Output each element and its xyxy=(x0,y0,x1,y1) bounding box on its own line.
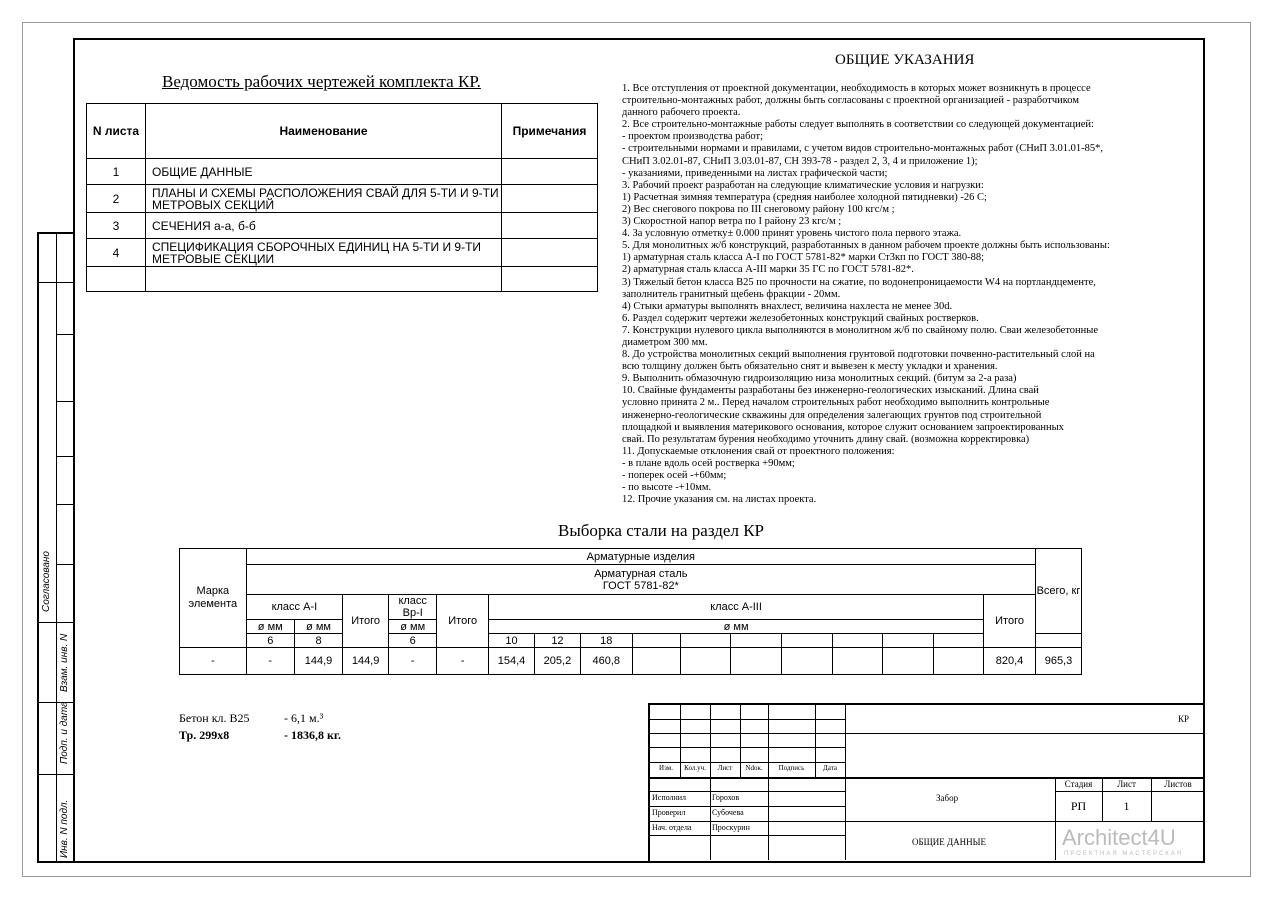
dmm-a1-8: ø мм xyxy=(294,620,342,634)
notes-line: 3) Тяжелый бетон класса В25 по прочности на сжатие, по водонепроницаемости W4 на портландцементе, xyxy=(622,276,1096,288)
notes-line: условно принята 2 м.. Перед началом строительных работ необходимо выполнить контрольные xyxy=(622,397,1050,409)
row-a1-8: 144,9 xyxy=(294,648,342,675)
gost-label: ГОСТ 5781-82* xyxy=(602,579,679,592)
row-vr1-itogo: - xyxy=(437,648,489,675)
klass-a1-header: класс А-I xyxy=(246,595,343,620)
inv-podl-label: Инв. N подл. xyxy=(59,799,70,858)
notes-line: 7. Конструкции нулевого цикла выполняются в монолитном ж/б по свайному полю. Сваи железобетонные xyxy=(622,324,1098,336)
data-label: Дата xyxy=(823,764,837,772)
notes-line: 5. Для монолитных ж/б конструкций, разработанных в данном рабочем проекте должны быть использованы: xyxy=(622,240,1110,252)
row-note xyxy=(502,185,598,213)
list-label: Лист xyxy=(717,764,733,772)
row-a3-12: 205,2 xyxy=(534,648,580,675)
col-note-header: Примечания xyxy=(502,104,598,159)
row-num: 4 xyxy=(87,239,146,267)
concrete-value: - 6,1 м.³ xyxy=(284,711,324,725)
row-a1-itogo: 144,9 xyxy=(343,648,389,675)
d-a3-12: 12 xyxy=(534,634,580,648)
d-a3-10: 10 xyxy=(489,634,535,648)
concrete-block xyxy=(179,710,341,744)
row-marka: - xyxy=(180,648,247,675)
concrete-label: Бетон кл. В25 xyxy=(179,711,250,725)
steel-table xyxy=(179,548,1082,675)
object-name: Забор xyxy=(936,793,959,803)
col-num-header: N листа xyxy=(87,104,146,159)
notes-line: 3. Рабочий проект разработан на следующие климатические условия и нагрузки: xyxy=(622,179,984,191)
col-name-header: Наименование xyxy=(146,104,502,159)
notes-line: - указаниями, приведенными на листах графической части; xyxy=(622,167,888,179)
klass-vr1-header: класс Вр-I xyxy=(389,595,437,620)
stadiya-value: РП xyxy=(1070,799,1087,813)
notes-line: площадкой и выявления материкового основания, которое служит основанием запроектированных xyxy=(622,421,1064,433)
vedomost-title: Ведомость рабочих чертежей комплекта КР. xyxy=(162,72,481,91)
notes-line: диаметром 300 мм. xyxy=(622,336,708,348)
notes-line: СНиП 3.02.01-87, СНиП 3.03.01-87, СН 393-78 - раздел 2, 3, 4 и приложение 1); xyxy=(622,155,978,167)
name-proveril: Субочева xyxy=(712,808,744,817)
notes-line: свай. По результатам бурения необходимо уточнить длину свай. (возможна корректировка) xyxy=(622,433,1030,445)
list-value: 1 xyxy=(1123,799,1130,813)
notes-line: заполнитель гранитный щебень фракции - 20мм. xyxy=(622,288,841,300)
dmm-vr1: ø мм xyxy=(389,620,437,634)
notes-line: 2) Вес снегового покрова по III снеговому району 100 кгс/м ; xyxy=(622,203,895,215)
role-nach: Нач. отдела xyxy=(652,823,692,832)
row-vr1-6: - xyxy=(389,648,437,675)
pipe-label: Тр. 299х8 xyxy=(179,728,230,742)
row-name: СПЕЦИФИКАЦИЯ СБОРОЧНЫХ ЕДИНИЦ НА 5-ТИ И 9-ТИ МЕТРОВЫЕ СЕКЦИИ xyxy=(146,239,502,267)
row-a3-18: 460,8 xyxy=(580,648,632,675)
d-a1-6: 6 xyxy=(246,634,294,648)
d-vr1-6: 6 xyxy=(389,634,437,648)
notes-line: 2. Все строительно-монтажные работы следует выполнять в соответствии со следующей документацией: xyxy=(622,119,1094,131)
notes-title: ОБЩИЕ УКАЗАНИЯ xyxy=(835,52,975,68)
table-row xyxy=(87,185,598,213)
table-row xyxy=(87,267,598,292)
notes-line: - проектом производства работ; xyxy=(622,131,764,143)
dmm-a1-6: ø мм xyxy=(246,620,294,634)
notes-line: всю толщину должен быть обязательно снят и вывезен к месту укладки и хранения. xyxy=(622,361,998,373)
izm-label: Изм. xyxy=(659,764,673,772)
stal-header xyxy=(246,565,1035,595)
notes-line: 1) Расчетная зимняя температура (средняя наиболее холодной пятидневки) -26 С; xyxy=(622,191,987,203)
d-a1-8: 8 xyxy=(294,634,342,648)
table-row xyxy=(87,159,598,185)
notes-line: 8. До устройства монолитных секций выполнения грунтовой подготовки почвенно-растительный слой на xyxy=(622,349,1095,361)
side-strip xyxy=(37,232,73,863)
itogo-a3: Итого xyxy=(984,595,1036,648)
sheet-name: ОБЩИЕ ДАННЫЕ xyxy=(912,837,986,847)
stadiya-label: Стадия xyxy=(1064,779,1093,789)
row-a3-10: 154,4 xyxy=(489,648,535,675)
row-num: 2 xyxy=(87,185,146,213)
title-block xyxy=(648,703,1205,863)
row-a3-itogo: 820,4 xyxy=(984,648,1036,675)
ndok-label: Ndок. xyxy=(745,764,763,772)
marka-header: Марка элемента xyxy=(180,549,247,648)
listov-label: Листов xyxy=(1164,779,1192,789)
notes-line: 9. Выполнить обмазочную гидроизоляцию низа монолитных секций. (битум за 2-а раза) xyxy=(622,373,1017,385)
row-name: СЕЧЕНИЯ а-а, б-б xyxy=(146,213,502,239)
row-num: 3 xyxy=(87,213,146,239)
podp-data-label: Подп. и дата xyxy=(59,701,70,764)
notes-line: - в плане вдоль осей ростверка +90мм; xyxy=(622,457,795,469)
notes-line: 1. Все отступления от проектной документации, необходимость в которых может возникнуть в процессе xyxy=(622,83,1091,94)
itogo-vr1: Итого xyxy=(437,595,489,648)
notes-line: 4. За условную отметку± 0.000 принят уровень чистого пола первого этажа. xyxy=(622,228,962,240)
row-a1-6: - xyxy=(246,648,294,675)
name-ispolnil: Горохов xyxy=(712,793,740,802)
vedomost-table xyxy=(86,103,598,292)
row-num: 1 xyxy=(87,159,146,185)
vzam-inv-label: Взам. инв. N xyxy=(59,633,70,692)
role-ispolnil: Исполнил xyxy=(652,793,687,802)
table-row xyxy=(180,648,1082,675)
role-proveril: Проверил xyxy=(652,808,686,817)
notes-line: - по высоте -+10мм. xyxy=(622,482,712,494)
podpis-label: Подпись xyxy=(778,764,805,772)
notes-line: 2) арматурная сталь класса А-III марки 35 ГС по ГОСТ 5781-82*. xyxy=(622,264,914,276)
row-vsego: 965,3 xyxy=(1035,648,1081,675)
notes-line: 12. Прочие указания см. на листах проекта. xyxy=(622,494,817,506)
row-name: ОБЩИЕ ДАННЫЕ xyxy=(146,159,502,185)
notes-line: 10. Свайные фундаменты разработаны без инженерно-геологических изысканий. Длина свай xyxy=(622,385,1039,397)
name-nach: Проскурин xyxy=(712,823,750,832)
notes-line: 11. Допускаемые отклонения свай от проектного положения: xyxy=(622,445,895,457)
notes-line: - поперек осей -+60мм; xyxy=(622,470,727,481)
row-note xyxy=(502,213,598,239)
row-num xyxy=(87,267,146,292)
watermark-sub: ПРОЕКТНАЯ МАСТЕРСКАЯ xyxy=(1064,851,1184,857)
kolch-label: Кол.уч. xyxy=(684,764,706,772)
notes-line: строительно-монтажных работ, должны быть согласованы с проектной организацией - разработчиком xyxy=(622,95,1079,107)
steel-title: Выборка стали на раздел КР xyxy=(558,521,764,540)
table-row xyxy=(87,213,598,239)
notes-body xyxy=(622,83,1110,506)
notes-line: 4) Стыки арматуры выполнять внахлест, величина нахлеста не менее 30d. xyxy=(622,300,953,312)
dmm-a3: ø мм xyxy=(489,620,984,634)
pipe-value: - 1836,8 кг. xyxy=(284,728,342,742)
notes-line: 3) Скоростной напор ветра по I району 23 кгс/м ; xyxy=(622,216,842,228)
vsego-header: Всего, кг xyxy=(1035,549,1081,634)
klass-a3-header: класс А-III xyxy=(489,595,984,620)
armatura-header: Арматурные изделия xyxy=(246,549,1035,565)
notes-line: 6. Раздел содержит чертежи железобетонных конструкций свайных ростверков. xyxy=(622,312,979,324)
table-row xyxy=(87,239,598,267)
notes-line: данного рабочего проекта. xyxy=(622,107,741,119)
d-a3-18: 18 xyxy=(580,634,632,648)
list-header: Лист xyxy=(1117,779,1136,789)
row-note xyxy=(502,159,598,185)
row-name xyxy=(146,267,502,292)
row-note xyxy=(502,239,598,267)
watermark-logo: Architect4U xyxy=(1062,825,1176,850)
doc-code: КР xyxy=(1178,714,1190,724)
soglasovano-label: Согласовано xyxy=(41,551,52,612)
notes-line: 1) арматурная сталь класса А-I по ГОСТ 5781-82* марки Ст3кп по ГОСТ 380-88; xyxy=(622,252,985,264)
row-note xyxy=(502,267,598,292)
stal-label: Арматурная сталь xyxy=(594,567,688,580)
notes-line: инженерно-геологические скважины для определения залегающих грунтов под строительной xyxy=(622,409,1042,421)
itogo-a1: Итого xyxy=(343,595,389,648)
row-name: ПЛАНЫ И СХЕМЫ РАСПОЛОЖЕНИЯ СВАЙ ДЛЯ 5-ТИ И 9-ТИ МЕТРОВЫХ СЕКЦИЙ xyxy=(146,185,502,213)
notes-line: - строительными нормами и правилами, с учетом видов строительно-монтажных работ (СНиП 3.01.01-85*, xyxy=(622,143,1103,155)
